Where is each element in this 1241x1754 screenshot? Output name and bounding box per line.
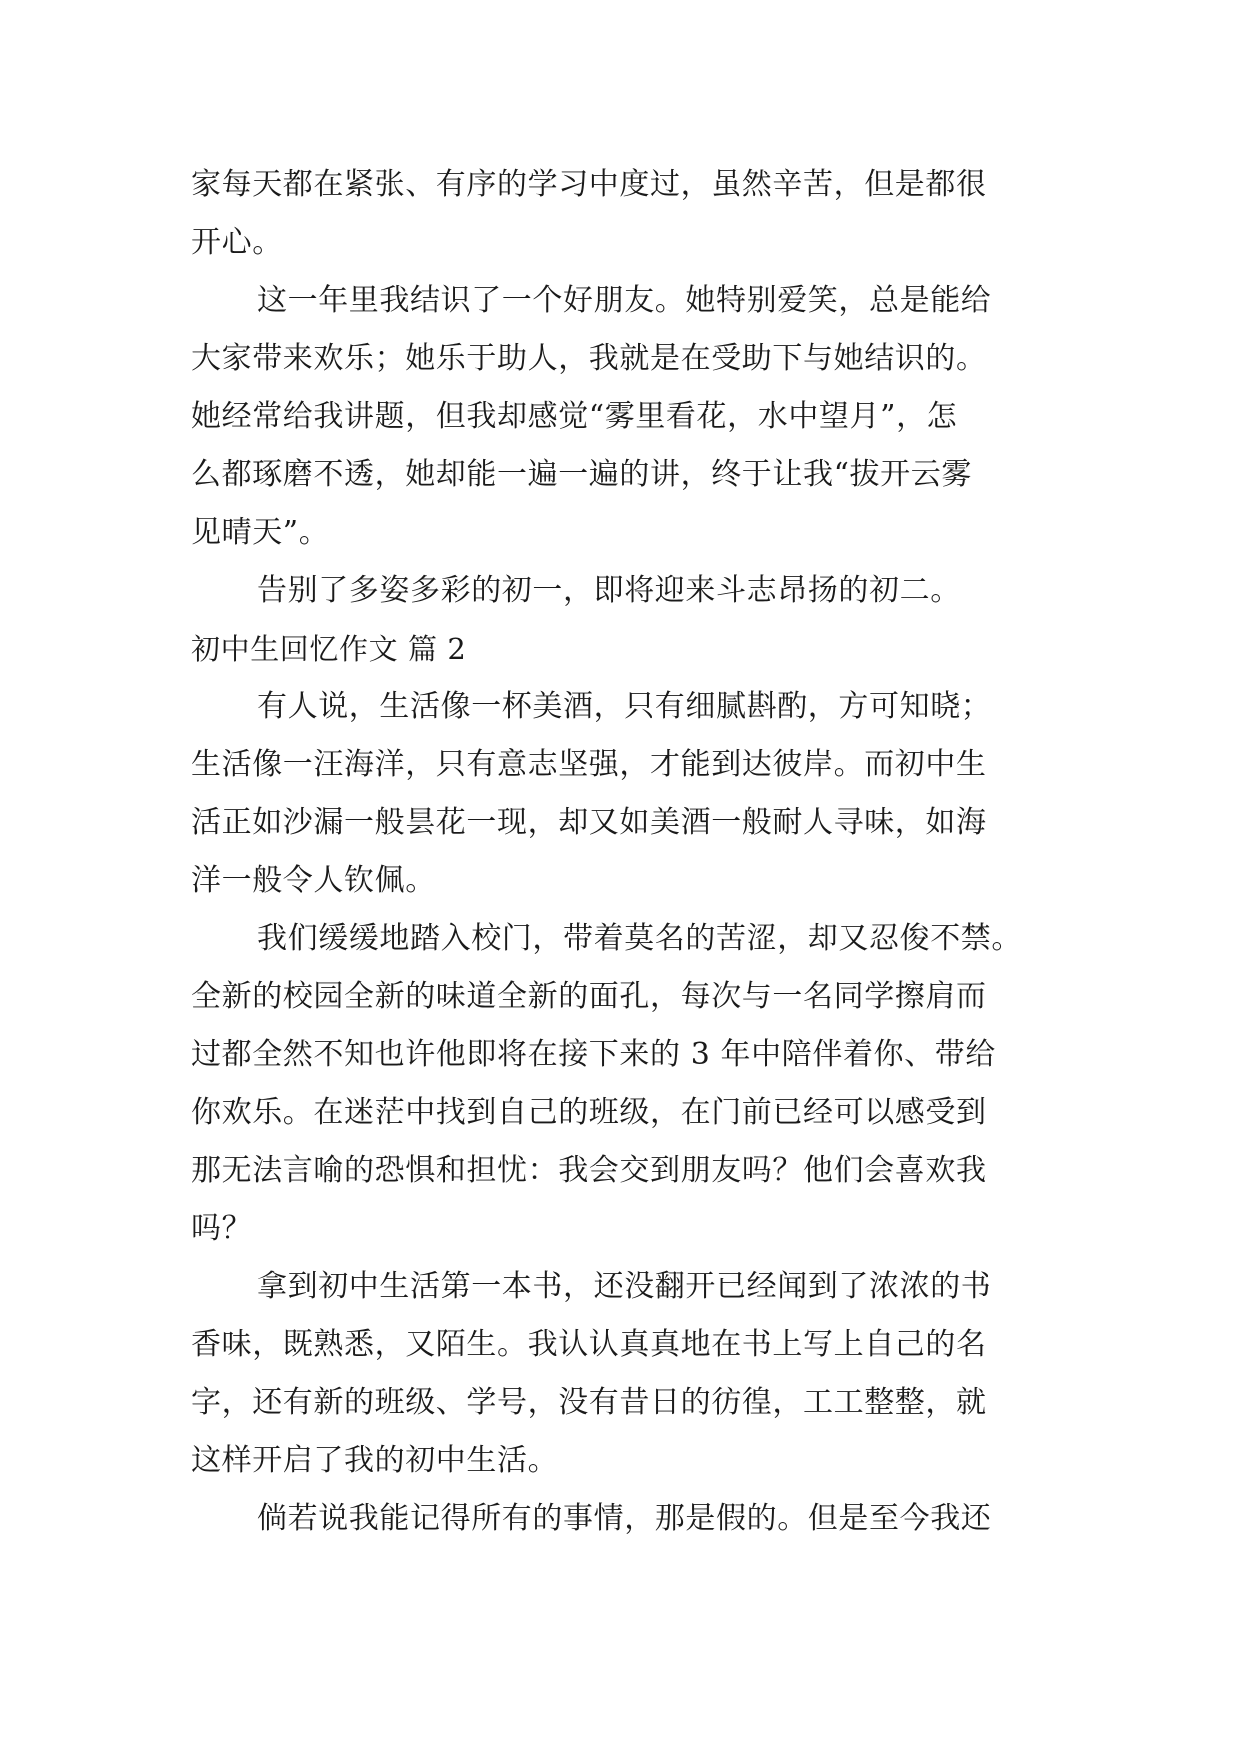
paragraph-first-line: 拿到初中生活第一本书，还没翻开已经闻到了浓浓的书: [257, 1269, 992, 1304]
section-heading: 初中生回忆作文 篇 2: [191, 632, 467, 666]
paragraph-line: 见晴天”。: [191, 515, 330, 550]
paragraph-line: 那无法言喻的恐惧和担忧：我会交到朋友吗？他们会喜欢我: [191, 1153, 987, 1188]
paragraph-first-line: 告别了多姿多彩的初一，即将迎来斗志昂扬的初二。: [257, 573, 961, 608]
paragraph-line: 香味，既熟悉，又陌生。我认认真真地在书上写上自己的名: [191, 1327, 987, 1362]
paragraph-line: 字，还有新的班级、学号，没有昔日的彷徨，工工整整，就: [191, 1385, 987, 1420]
paragraph-first-line: 这一年里我结识了一个好朋友。她特别爱笑，总是能给: [257, 283, 992, 318]
paragraph-line: 她经常给我讲题，但我却感觉“雾里看花，水中望月”，怎: [191, 399, 958, 434]
paragraph-line: 过都全然不知也许他即将在接下来的 3 年中陪伴着你、带给: [191, 1037, 996, 1072]
paragraph-first-line: 倘若说我能记得所有的事情，那是假的。但是至今我还: [257, 1501, 992, 1536]
paragraph-first-line: 我们缓缓地踏入校门，带着莫名的苦涩，却又忍俊不禁。: [257, 921, 1022, 956]
paragraph-line: 家每天都在紧张、有序的学习中度过，虽然辛苦，但是都很: [191, 167, 987, 202]
paragraph-line: 全新的校园全新的味道全新的面孔，每次与一名同学擦肩而: [191, 979, 987, 1014]
paragraph-line: 活正如沙漏一般昙花一现，却又如美酒一般耐人寻味，如海: [191, 805, 987, 840]
paragraph-line: 这样开启了我的初中生活。: [191, 1443, 559, 1478]
paragraph-first-line: 有人说，生活像一杯美酒，只有细腻斟酌，方可知晓；: [257, 689, 992, 724]
paragraph-line: 开心。: [191, 225, 283, 260]
article-body: [191, 156, 1071, 1548]
paragraph-line: 大家带来欢乐；她乐于助人，我就是在受助下与她结识的。: [191, 341, 987, 376]
paragraph-line: 么都琢磨不透，她却能一遍一遍的讲，终于让我“拔开云雾: [191, 457, 972, 492]
paragraph-line: 洋一般令人钦佩。: [191, 863, 436, 898]
paragraph-line: 你欢乐。在迷茫中找到自己的班级，在门前已经可以感受到: [191, 1095, 987, 1130]
paragraph-line: 生活像一汪海洋，只有意志坚强，才能到达彼岸。而初中生: [191, 747, 987, 782]
paragraph-line: 吗？: [191, 1211, 253, 1246]
